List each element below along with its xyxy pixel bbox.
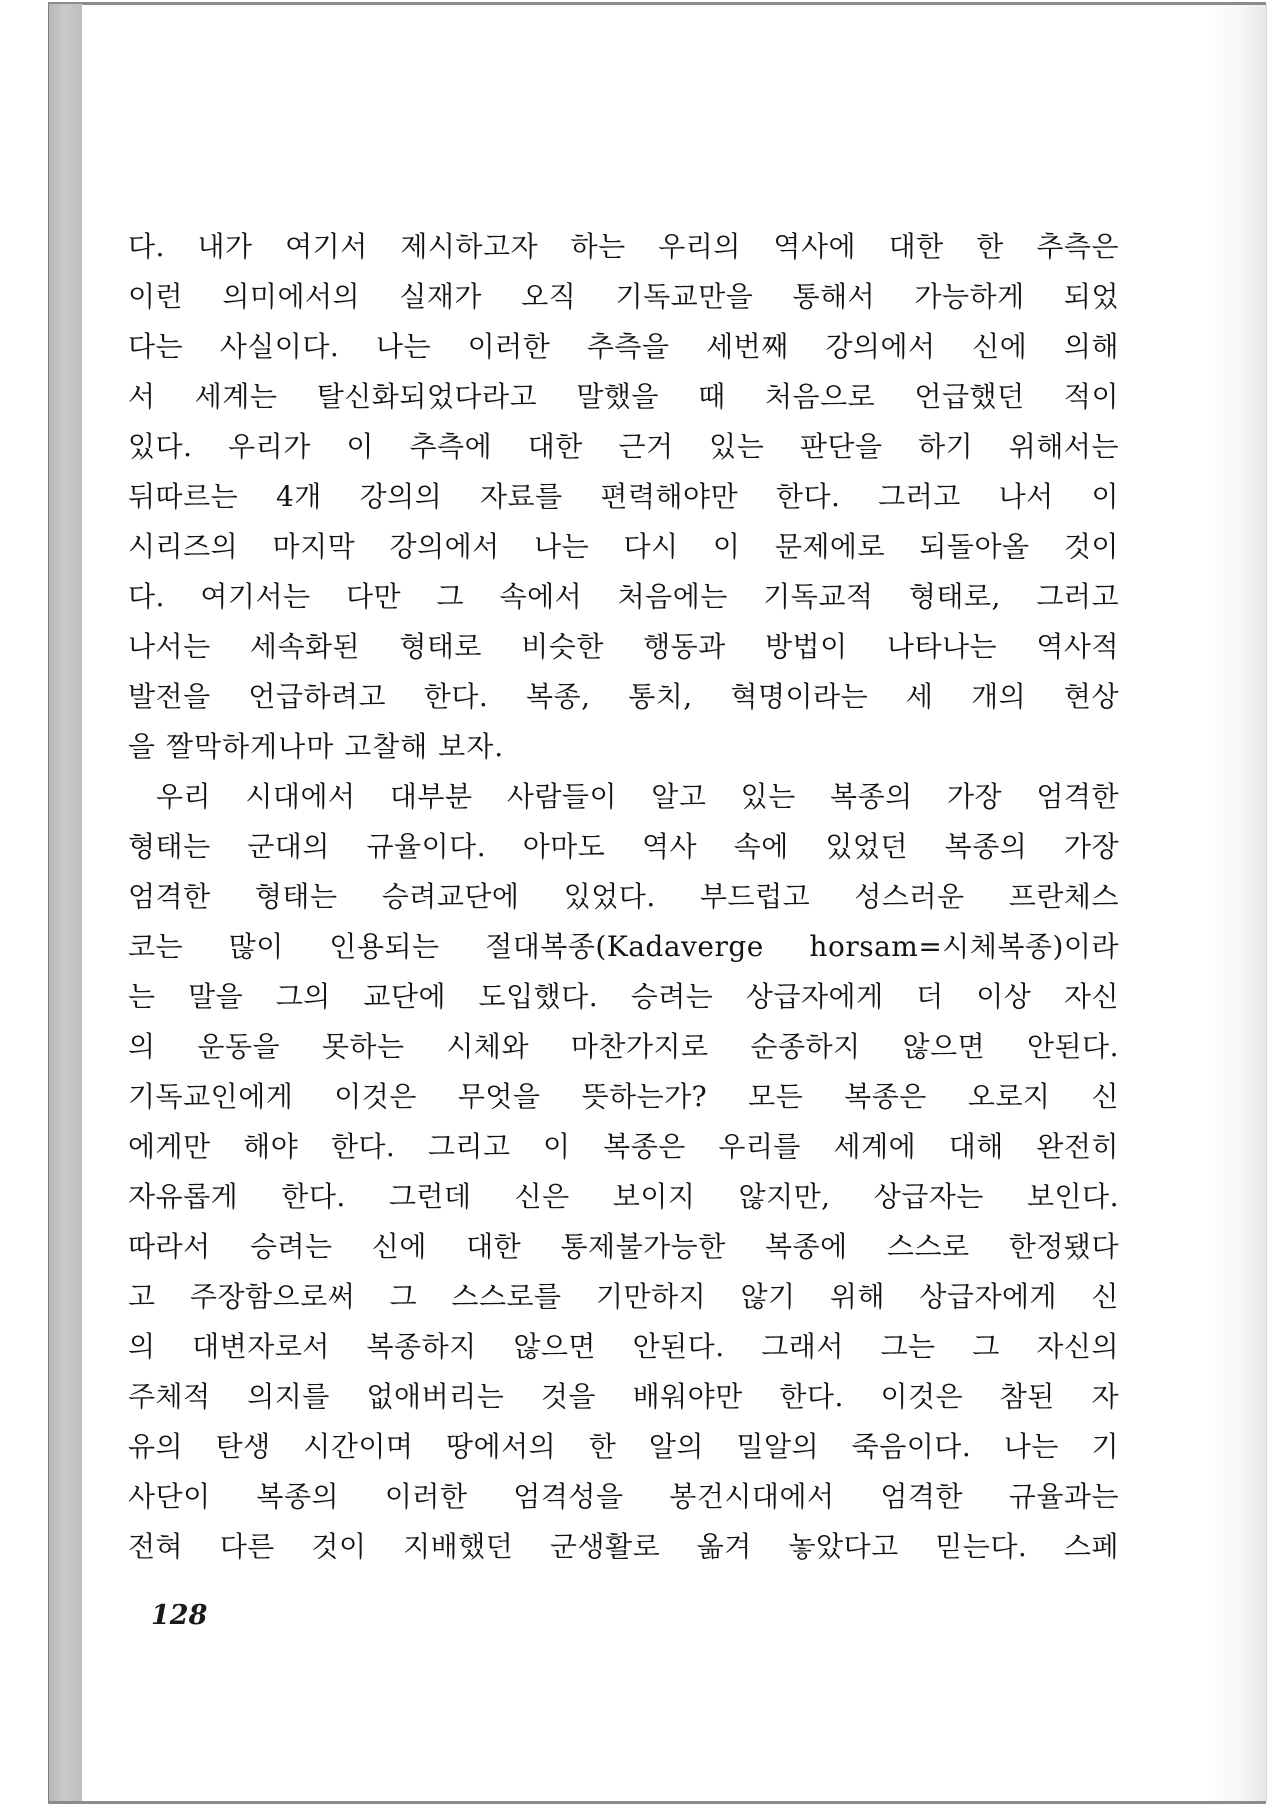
- text-line: 형태는 군대의 규율이다. 아마도 역사 속에 있었던 복종의 가장: [128, 830, 1119, 863]
- text-line: 뒤따르는 4개 강의의 자료를 편력해야만 한다. 그러고 나서 이: [128, 480, 1119, 513]
- text-line: 다. 여기서는 다만 그 속에서 처음에는 기독교적 형태로, 그러고: [128, 580, 1119, 613]
- text-line: 다는 사실이다. 나는 이러한 추측을 세번째 강의에서 신에 의해: [128, 330, 1119, 363]
- book-spine: [48, 4, 84, 1802]
- text-line: 의 운동을 못하는 시체와 마찬가지로 순종하지 않으면 안된다.: [128, 1030, 1119, 1063]
- text-line: 사단이 복종의 이러한 엄격성을 봉건시대에서 엄격한 규율과는: [128, 1480, 1119, 1513]
- text-line: 엄격한 형태는 승려교단에 있었다. 부드럽고 성스러운 프란체스: [128, 880, 1119, 913]
- text-line: 자유롭게 한다. 그런데 신은 보이지 않지만, 상급자는 보인다.: [128, 1180, 1119, 1213]
- text-line: 의 대변자로서 복종하지 않으면 안된다. 그래서 그는 그 자신의: [128, 1330, 1119, 1363]
- text-line: 고 주장함으로써 그 스스로를 기만하지 않기 위해 상급자에게 신: [128, 1280, 1119, 1313]
- text-line: 이런 의미에서의 실재가 오직 기독교만을 통해서 가능하게 되었: [128, 280, 1119, 313]
- page-curl-shadow: [1206, 5, 1266, 1801]
- text-line: 시리즈의 마지막 강의에서 나는 다시 이 문제에로 되돌아올 것이: [128, 530, 1119, 563]
- body-text: [128, 222, 1119, 1572]
- text-line: 다. 내가 여기서 제시하고자 하는 우리의 역사에 대한 한 추측은: [128, 230, 1119, 263]
- page-number: 128: [151, 1600, 208, 1631]
- text-line: 따라서 승려는 신에 대한 통제불가능한 복종에 스스로 한정됐다: [128, 1230, 1119, 1263]
- text-line: 에게만 해야 한다. 그리고 이 복종은 우리를 세계에 대해 완전히: [128, 1130, 1119, 1163]
- text-line: 발전을 언급하려고 한다. 복종, 통치, 혁명이라는 세 개의 현상: [128, 680, 1119, 713]
- text-line: 나서는 세속화된 형태로 비슷한 행동과 방법이 나타나는 역사적: [128, 630, 1119, 663]
- text-line: 서 세계는 탈신화되었다라고 말했을 때 처음으로 언급했던 적이: [128, 380, 1119, 413]
- text-line: 는 말을 그의 교단에 도입했다. 승려는 상급자에게 더 이상 자신: [128, 980, 1119, 1013]
- text-line: 을 짤막하게나마 고찰해 보자.: [128, 730, 505, 763]
- paragraph-start-line: 우리 시대에서 대부분 사람들이 알고 있는 복종의 가장 엄격한: [156, 780, 1119, 813]
- page-edge-bottom: [48, 1801, 1266, 1804]
- text-line: 주체적 의지를 없애버리는 것을 배워야만 한다. 이것은 참된 자: [128, 1380, 1119, 1413]
- text-line: 전혀 다른 것이 지배했던 군생활로 옮겨 놓았다고 믿는다. 스페: [128, 1530, 1119, 1563]
- text-line: 코는 많이 인용되는 절대복종(Kadaverge horsam=시체복종)이라: [128, 930, 1119, 963]
- text-line: 있다. 우리가 이 추측에 대한 근거 있는 판단을 하기 위해서는: [128, 430, 1119, 463]
- text-line: 유의 탄생 시간이며 땅에서의 한 알의 밀알의 죽음이다. 나는 기: [128, 1430, 1119, 1463]
- text-line: 기독교인에게 이것은 무엇을 뜻하는가? 모든 복종은 오로지 신: [128, 1080, 1119, 1113]
